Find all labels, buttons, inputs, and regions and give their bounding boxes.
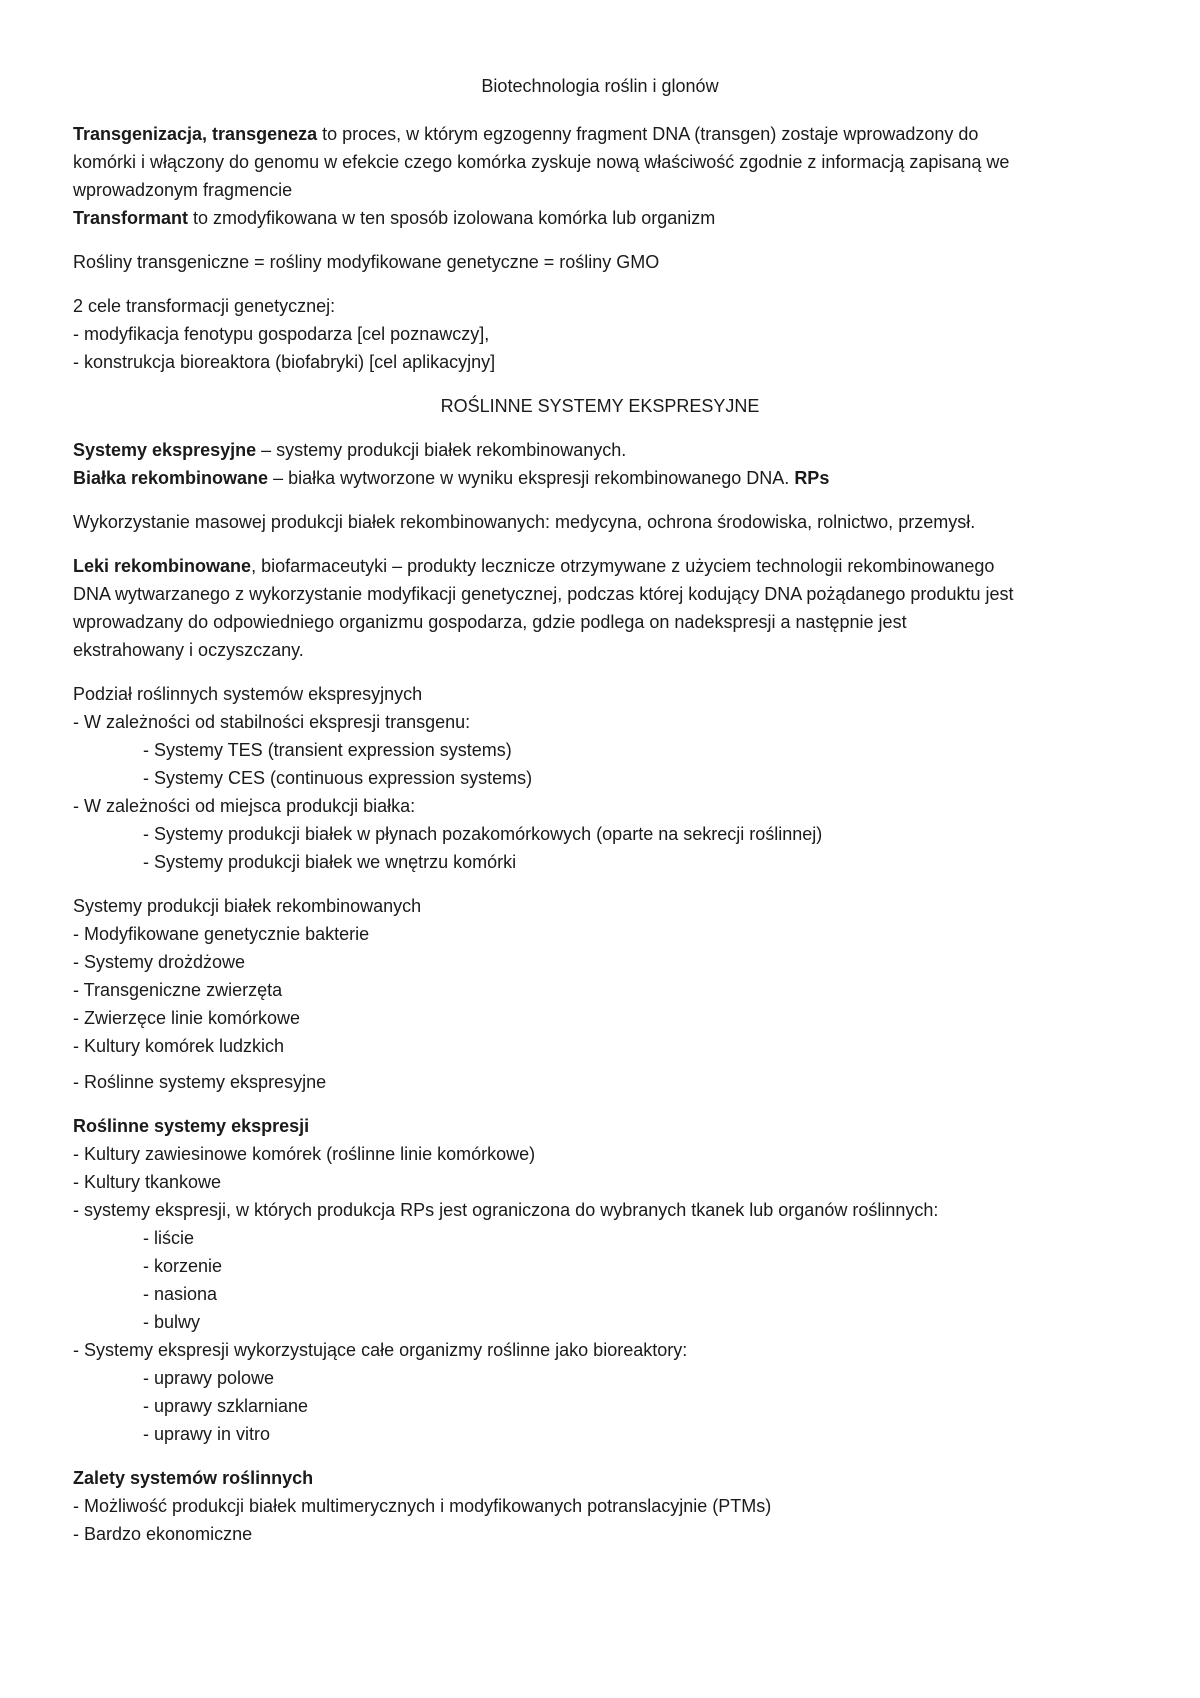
list-item: - W zależności od stabilności ekspresji transgenu: xyxy=(73,712,471,732)
list-subitem: - uprawy szklarniane xyxy=(143,1396,309,1416)
paragraph-drugs-line3: wprowadzany do odpowiedniego organizmu gospodarza, gdzie podlega on nadekspresji a następnie jest xyxy=(73,612,907,632)
list-subitem: - uprawy in vitro xyxy=(143,1424,271,1444)
list-item: - konstrukcja bioreaktora (biofabryki) [cel aplikacyjny] xyxy=(73,352,496,372)
paragraph-systemy xyxy=(73,439,626,461)
paragraph-transformant xyxy=(73,207,715,229)
text-fragment: – białka wytworzone w wyniku ekspresji rekombinowanego DNA. xyxy=(268,468,795,488)
term-rps: RPs xyxy=(794,468,830,488)
document-title: Biotechnologia roślin i glonów xyxy=(481,76,719,96)
list-subitem: - Systemy TES (transient expression systems) xyxy=(143,740,512,760)
text-fragment: – systemy produkcji białek rekombinowanych. xyxy=(256,440,627,460)
paragraph-drugs-line1 xyxy=(73,555,994,577)
list-item: - Modyfikowane genetycznie bakterie xyxy=(73,924,370,944)
heading-text: Zalety systemów roślinnych xyxy=(73,1468,314,1488)
list-item: - Systemy ekspresji wykorzystujące całe organizmy roślinne jako bioreaktory: xyxy=(73,1340,688,1360)
text-fragment: to zmodyfikowana w ten sposób izolowana komórka lub organizm xyxy=(188,208,716,228)
term-transformant: Transformant xyxy=(73,208,189,228)
paragraph-gmo: Rośliny transgeniczne = rośliny modyfikowane genetyczne = rośliny GMO xyxy=(73,252,660,272)
text-fragment: , biofarmaceutyki – produkty lecznicze otrzymywane z użyciem technologii rekombinowanego xyxy=(251,556,995,576)
list-subitem: - korzenie xyxy=(143,1256,223,1276)
term-bialka-rekombinowane: Białka rekombinowane xyxy=(73,468,269,488)
term-transgenizacja: Transgenizacja, transgeneza xyxy=(73,124,318,144)
list-item: - Systemy drożdżowe xyxy=(73,952,246,972)
paragraph-drugs-line4: ekstrahowany i oczyszczany. xyxy=(73,640,304,660)
term-leki-rekombinowane: Leki rekombinowane xyxy=(73,556,252,576)
paragraph-transgenizacja-line2: komórki i włączony do genomu w efekcie czego komórka zyskuje nową właściwość zgodnie z informacją zapisaną we xyxy=(73,152,1010,172)
division-heading: Podział roślinnych systemów ekspresyjnych xyxy=(73,684,423,704)
list-subitem: - nasiona xyxy=(143,1284,218,1304)
advantages-heading xyxy=(73,1467,313,1489)
plant-systems-heading xyxy=(73,1115,309,1137)
production-heading: Systemy produkcji białek rekombinowanych xyxy=(73,896,422,916)
list-subitem: - Systemy produkcji białek w płynach pozakomórkowych (oparte na sekrecji roślinnej) xyxy=(143,824,823,844)
list-subitem: - uprawy polowe xyxy=(143,1368,275,1388)
text-fragment: to proces, w którym egzogenny fragment DNA (transgen) zostaje wprowadzony do xyxy=(317,124,979,144)
list-item: - Roślinne systemy ekspresyjne xyxy=(73,1072,327,1092)
list-subitem: - bulwy xyxy=(143,1312,201,1332)
list-item: - Kultury tkankowe xyxy=(73,1172,222,1192)
list-subitem: - Systemy produkcji białek we wnętrzu komórki xyxy=(143,852,517,872)
paragraph-drugs-line2: DNA wytwarzanego z wykorzystanie modyfikacji genetycznej, podczas której kodujący DNA pożądanego produktu jest xyxy=(73,584,1014,604)
term-systemy-ekspresyjne: Systemy ekspresyjne xyxy=(73,440,257,460)
paragraph-transgenizacja-line3: wprowadzonym fragmencie xyxy=(73,180,293,200)
goals-heading: 2 cele transformacji genetycznej: xyxy=(73,296,336,316)
list-item: - systemy ekspresji, w których produkcja RPs jest ograniczona do wybranych tkanek lub organów roślinnych: xyxy=(73,1200,939,1220)
list-item: - Kultury zawiesinowe komórek (roślinne linie komórkowe) xyxy=(73,1144,536,1164)
heading-text: Roślinne systemy ekspresji xyxy=(73,1116,310,1136)
list-item: - W zależności od miejsca produkcji białka: xyxy=(73,796,416,816)
section-heading: ROŚLINNE SYSTEMY EKSPRESYJNE xyxy=(440,396,760,416)
list-item: - Transgeniczne zwierzęta xyxy=(73,980,283,1000)
list-item: - Kultury komórek ludzkich xyxy=(73,1036,285,1056)
list-item: - modyfikacja fenotypu gospodarza [cel poznawczy], xyxy=(73,324,490,344)
list-item: - Bardzo ekonomiczne xyxy=(73,1524,253,1544)
list-subitem: - liście xyxy=(143,1228,195,1248)
list-item: - Zwierzęce linie komórkowe xyxy=(73,1008,301,1028)
list-subitem: - Systemy CES (continuous expression systems) xyxy=(143,768,533,788)
paragraph-transgenizacja-line1 xyxy=(73,123,978,145)
paragraph-usage: Wykorzystanie masowej produkcji białek rekombinowanych: medycyna, ochrona środowiska, rolnictwo, przemysł. xyxy=(73,512,976,532)
paragraph-bialka xyxy=(73,467,829,489)
list-item: - Możliwość produkcji białek multimerycznych i modyfikowanych potranslacyjnie (PTMs) xyxy=(73,1496,772,1516)
